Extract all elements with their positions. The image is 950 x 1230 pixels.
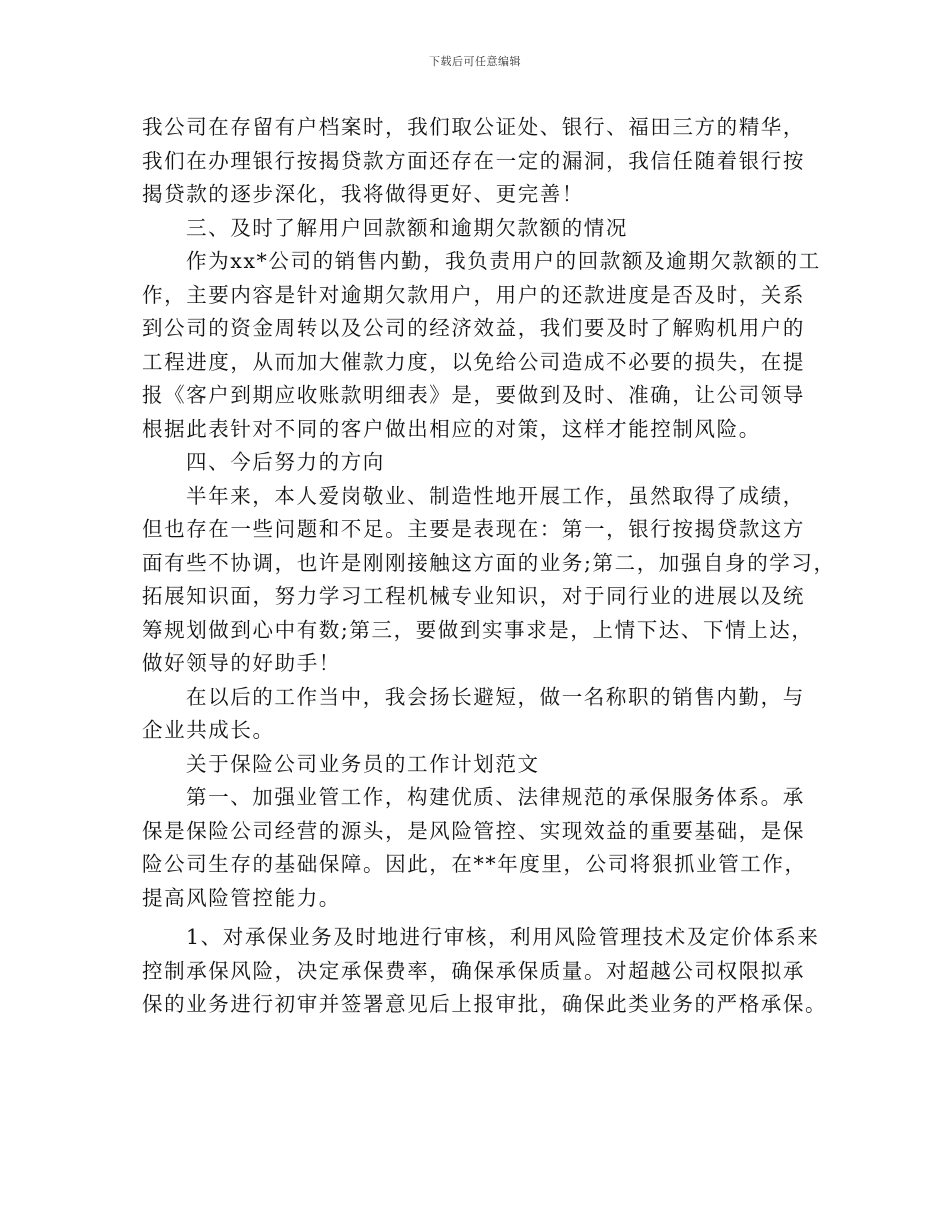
text-line: 保的业务进行初审并签署意见后上报审批，确保此类业务的严格承保。 xyxy=(142,992,828,1016)
text-line: 四、今后努力的方向 xyxy=(186,450,385,474)
text-line: 三、及时了解用户回款额和逾期欠款额的情况 xyxy=(186,215,628,240)
document-body xyxy=(142,111,836,1022)
text-line: 根据此表针对不同的客户做出相应的对策，这样才能控制风险。 xyxy=(142,416,761,441)
text-line: 作，主要内容是针对逾期欠款用户，用户的还款进度是否及时，关系 xyxy=(142,282,805,307)
text-line: 到公司的资金周转以及公司的经济效益，我们要及时了解购机用户的 xyxy=(142,316,805,340)
text-line: 保是保险公司经营的源头，是风险管控、实现效益的重要基础，是保 xyxy=(142,818,805,843)
text-line: 工程进度，从而加大催款力度，以免给公司造成不必要的损失，在提 xyxy=(142,349,805,374)
text-line: 关于保险公司业务员的工作计划范文 xyxy=(186,751,540,776)
text-line: 筹规划做到心中有数;第三，要做到实事求是，上情下达、下情上达， xyxy=(142,617,814,642)
text-line: 企业共成长。 xyxy=(142,718,275,742)
text-line: 我们在办理银行按揭贷款方面还存在一定的漏洞，我信任随着银行按 xyxy=(142,148,805,173)
text-line: 揭贷款的逐步深化，我将做得更好、更完善！ xyxy=(142,182,584,206)
text-line: 但也存在一些问题和不足。主要是表现在：第一，银行按揭贷款这方 xyxy=(142,517,805,541)
text-line: 拓展知识面，努力学习工程机械专业知识，对于同行业的进展以及统 xyxy=(142,584,805,608)
text-line: 1、对承保业务及时地进行审核，利用风险管理技术及定价体系来 xyxy=(186,925,820,949)
text-line: 控制承保风险，决定承保费率，确保承保质量。对超越公司权限拟承 xyxy=(142,958,805,983)
text-line: 我公司在存留有户档案时，我们取公证处、银行、福田三方的精华， xyxy=(142,115,805,139)
text-line: 面有些不协调，也许是刚刚接触这方面的业务;第二，加强自身的学习， xyxy=(142,550,836,575)
text-line: 半年来，本人爱岗敬业、制造性地开展工作，虽然取得了成绩， xyxy=(186,483,805,508)
text-line: 第一、加强业管工作，构建优质、法律规范的承保服务体系。承 xyxy=(186,785,805,809)
text-line: 做好领导的好助手！ xyxy=(142,651,341,675)
text-line: 在以后的工作当中，我会扬长避短，做一名称职的销售内勤，与 xyxy=(186,684,805,709)
text-line: 报《客户到期应收账款明细表》是，要做到及时、准确，让公司领导 xyxy=(142,383,805,407)
text-line: 作为xx*公司的销售内勤，我负责用户的回款额及逾期欠款额的工 xyxy=(186,249,821,273)
page-header: 下载后可任意编辑 xyxy=(429,55,521,68)
text-line: 提高风险管控能力。 xyxy=(142,885,341,910)
text-line: 险公司生存的基础保障。因此，在**年度里，公司将狠抓业管工作， xyxy=(142,852,807,876)
